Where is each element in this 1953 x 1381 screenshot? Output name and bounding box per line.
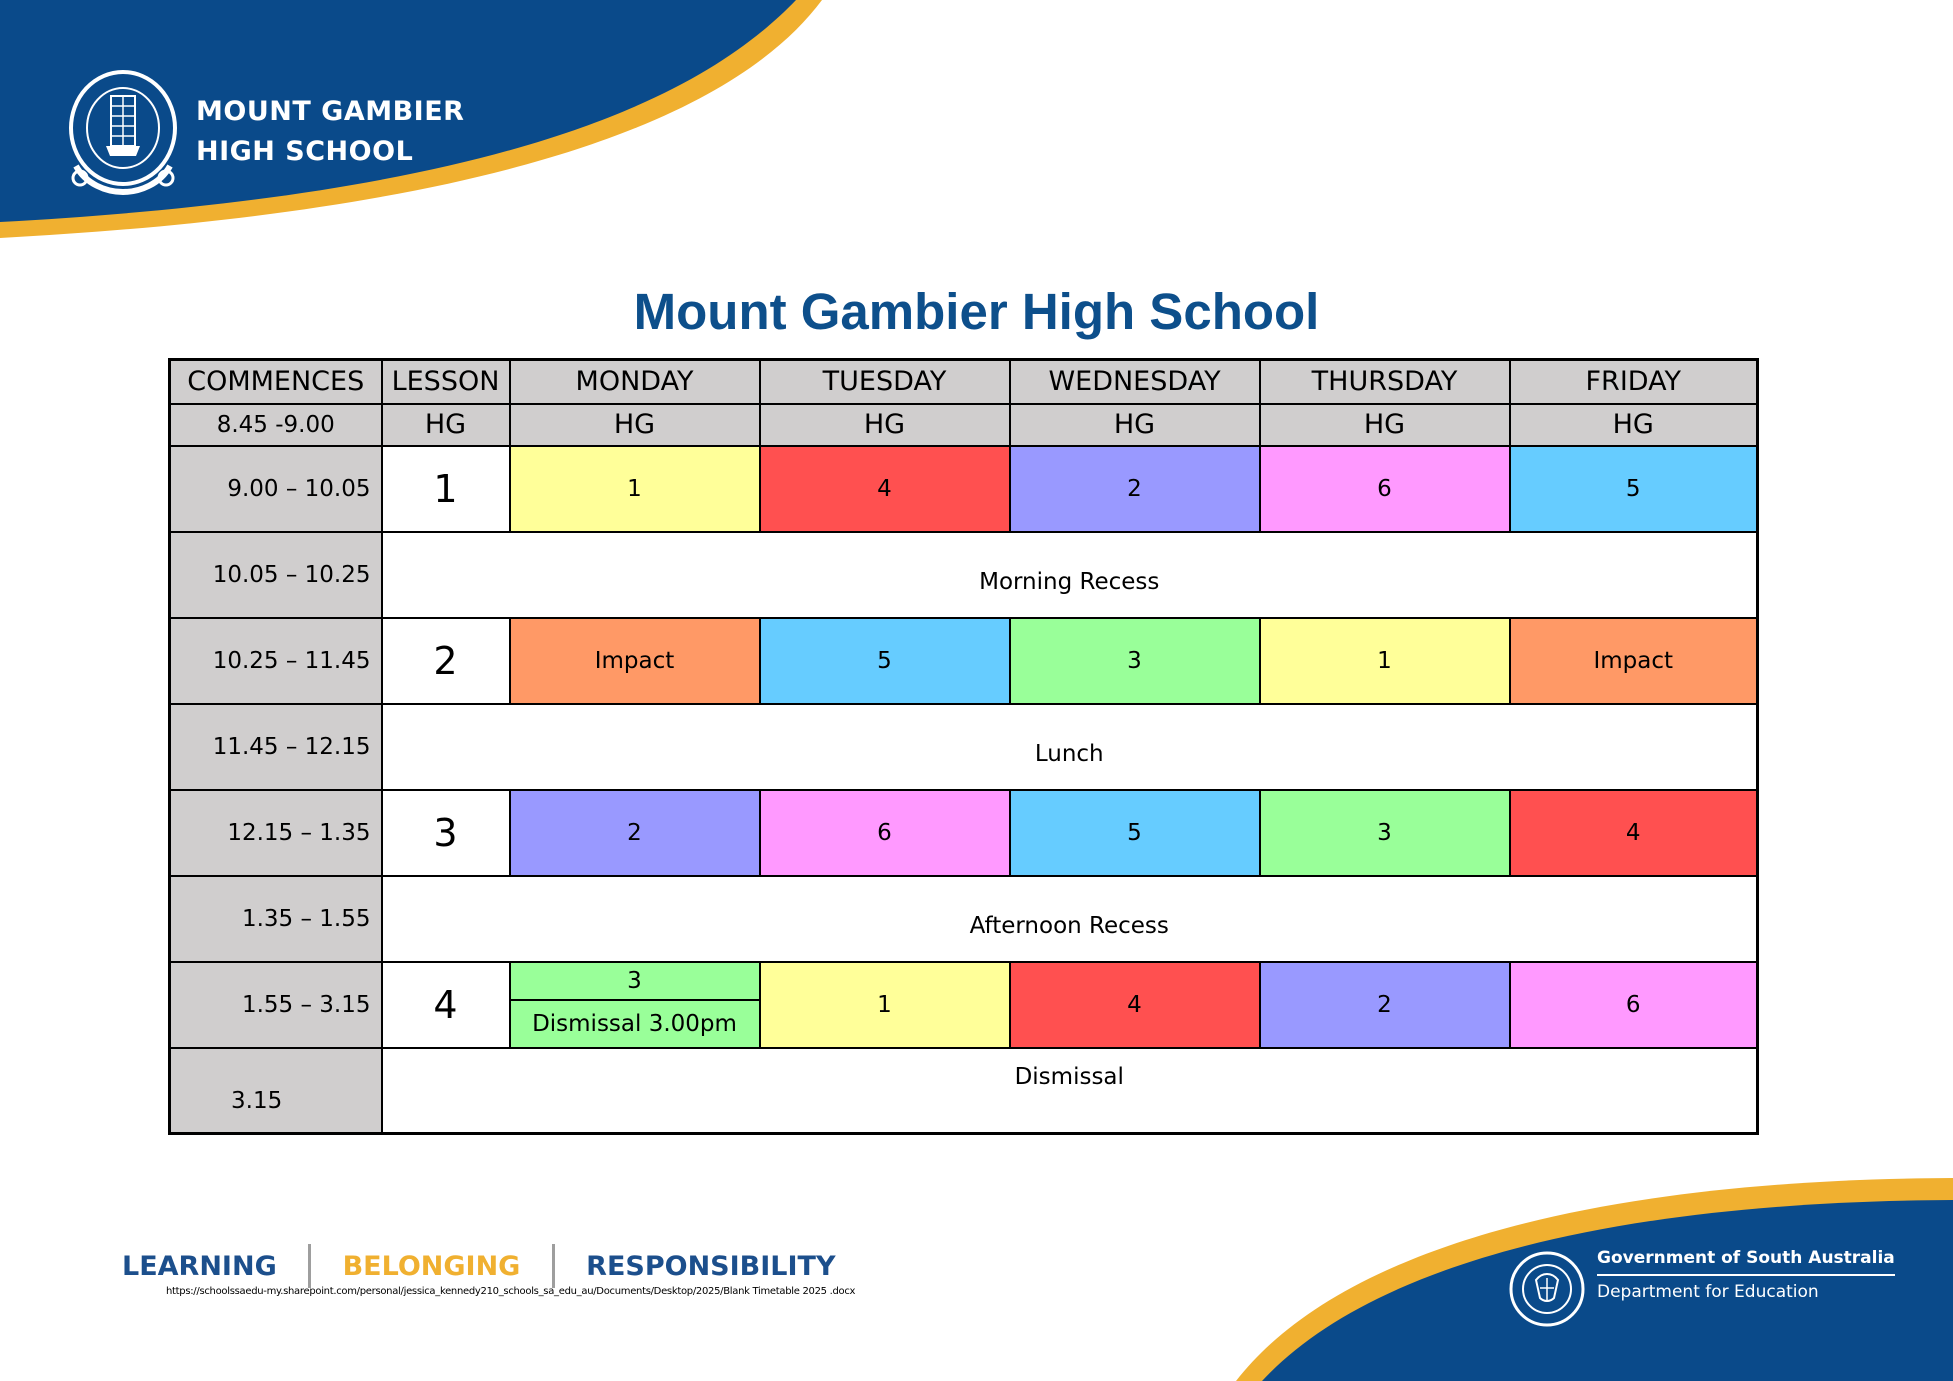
school-name-line2: HIGH SCHOOL [196,136,414,167]
gov-name: Government of South Australia [1597,1248,1895,1276]
class-cell-friday: 5 [1510,446,1758,532]
value-learning: LEARNING [122,1250,277,1282]
break-row-afternoon-recess [170,876,1758,962]
time-cell: 9.00 – 10.05 [170,446,382,532]
col-header-thursday: THURSDAY [1260,360,1510,404]
hg-cell-thursday: HG [1260,404,1510,446]
class-cell-thursday: 1 [1260,618,1510,704]
time-cell: 10.25 – 11.45 [170,618,382,704]
class-cell-wednesday: 5 [1010,790,1260,876]
class-cell-tuesday: 4 [760,446,1010,532]
class-cell-friday: 6 [1510,962,1758,1048]
class-cell-wednesday: 4 [1010,962,1260,1048]
lesson-row-2 [170,618,1758,704]
col-header-commences: COMMENCES [170,360,382,404]
class-cell-monday: 1 [510,446,760,532]
class-cell-wednesday: 2 [1010,446,1260,532]
break-label: Morning Recess [382,532,1758,618]
lesson-number: 4 [382,962,510,1048]
class-cell-thursday: 6 [1260,446,1510,532]
homegroup-row [170,404,1758,446]
time-cell: 8.45 -9.00 [170,404,382,446]
document-file-path: https://schoolssaedu-my.sharepoint.com/personal/jessica_kennedy210_schools_sa_edu_au/Documents/Desktop/2025/Blank Timetable 2025 .docx [166,1286,856,1297]
document-title: Mount Gambier High School [633,283,1320,340]
class-cell-tuesday: 6 [760,790,1010,876]
lesson-row-1 [170,446,1758,532]
break-row-lunch [170,704,1758,790]
class-cell-friday: 4 [1510,790,1758,876]
department-name: Department for Education [1597,1282,1819,1302]
class-cell-monday-split [510,962,760,1048]
break-label: Afternoon Recess [382,876,1758,962]
break-label: Dismissal [382,1048,1758,1134]
value-belonging: BELONGING [342,1250,521,1282]
time-cell: 12.15 – 1.35 [170,790,382,876]
lesson-number: 1 [382,446,510,532]
col-header-tuesday: TUESDAY [760,360,1010,404]
col-header-wednesday: WEDNESDAY [1010,360,1260,404]
class-cell-monday: 2 [510,790,760,876]
school-name [196,92,464,172]
lesson-row-3 [170,790,1758,876]
col-header-friday: FRIDAY [1510,360,1758,404]
school-name-line1: MOUNT GAMBIER [196,96,465,127]
col-header-lesson: LESSON [382,360,510,404]
hg-cell-monday: HG [510,404,760,446]
lesson-number: 2 [382,618,510,704]
monday-lesson-value: 3 [511,963,759,1002]
class-cell-wednesday: 3 [1010,618,1260,704]
time-cell: 3.15 [170,1048,382,1134]
break-row-morning-recess [170,532,1758,618]
header-row [170,360,1758,404]
lesson-row-4 [170,962,1758,1048]
timetable [168,358,1759,1135]
class-cell-thursday: 2 [1260,962,1510,1048]
sa-government-seal-logo [1508,1250,1586,1328]
school-crest-logo [66,66,180,198]
class-cell-monday: Impact [510,618,760,704]
lesson-number: 3 [382,790,510,876]
time-cell: 11.45 – 12.15 [170,704,382,790]
value-responsibility: RESPONSIBILITY [586,1250,836,1282]
break-row-dismissal [170,1048,1758,1134]
time-cell: 1.35 – 1.55 [170,876,382,962]
class-cell-tuesday: 1 [760,962,1010,1048]
class-cell-friday: Impact [1510,618,1758,704]
class-cell-tuesday: 5 [760,618,1010,704]
hg-cell-friday: HG [1510,404,1758,446]
monday-early-dismissal: Dismissal 3.00pm [532,1010,737,1037]
government-branding [1597,1248,1895,1302]
time-cell: 1.55 – 3.15 [170,962,382,1048]
lesson-cell: HG [382,404,510,446]
time-cell: 10.05 – 10.25 [170,532,382,618]
class-cell-thursday: 3 [1260,790,1510,876]
hg-cell-wednesday: HG [1010,404,1260,446]
col-header-monday: MONDAY [510,360,760,404]
break-label: Lunch [382,704,1758,790]
hg-cell-tuesday: HG [760,404,1010,446]
